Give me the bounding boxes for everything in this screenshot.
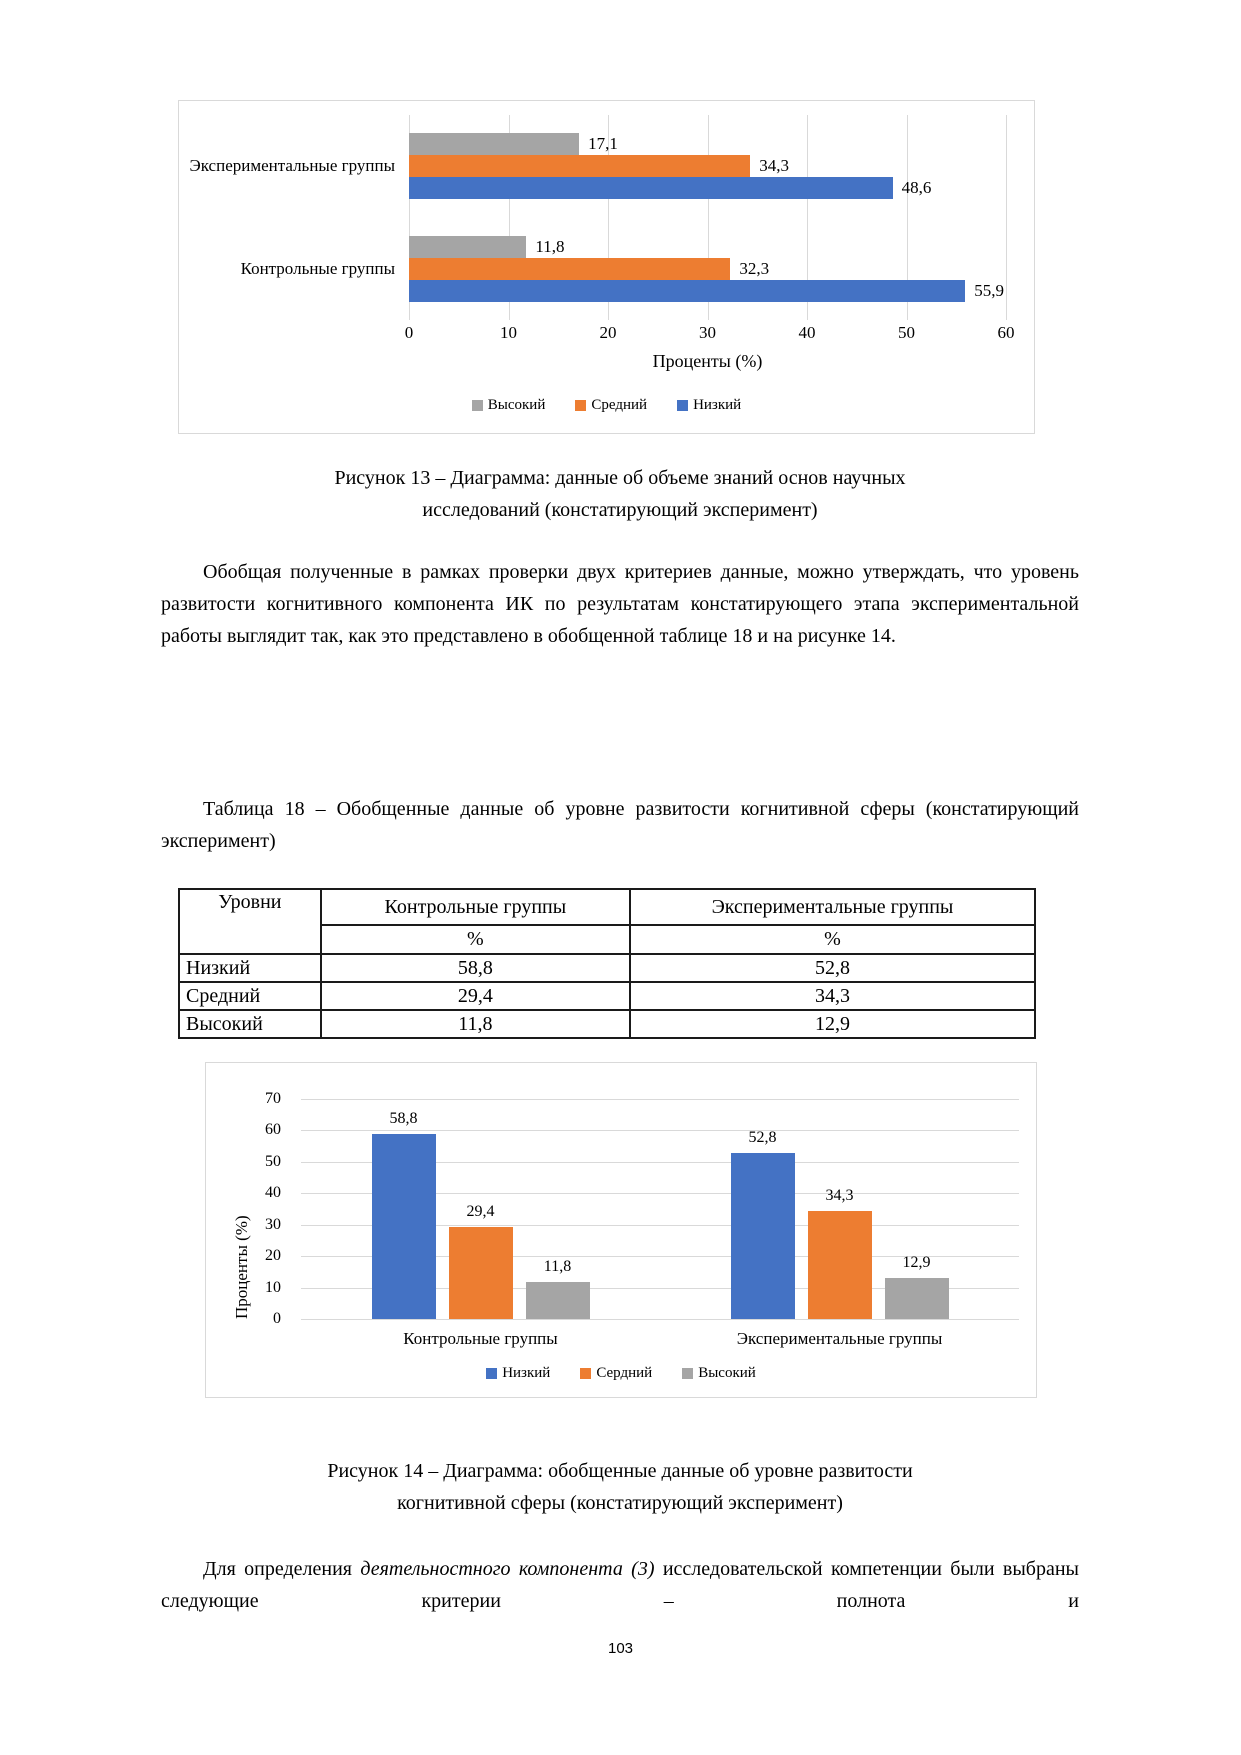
chart1-bar-value-label: 55,9: [974, 280, 1004, 300]
table-cell-value: 29,4: [321, 982, 630, 1010]
chart1-category-axis: [179, 115, 402, 320]
legend-marker-icon: [486, 1368, 497, 1379]
paragraph-2: [161, 1553, 1079, 1617]
table18: [178, 888, 1036, 1039]
chart1-bar-value-label: 32,3: [739, 258, 770, 278]
legend-item: [682, 1365, 756, 1382]
chart1-bar-segment: [409, 155, 790, 177]
chart1-bar-segment: [409, 236, 565, 258]
chart1-bar-value-label: 17,1: [588, 134, 618, 154]
chart1-bar-value-label: 11,8: [535, 236, 565, 256]
paragraph-2-text: исследовательской компетенции были выбраны следующие критерии – полнота и: [161, 1558, 1079, 1612]
table-cell-value: 58,8: [321, 954, 630, 982]
chart1-bar-value-label: 34,3: [759, 156, 790, 176]
legend-item: [472, 397, 546, 414]
chart1-bar-segment: [409, 133, 618, 155]
chart1-x-tick-label: 60: [997, 323, 1015, 342]
chart2-bar: [526, 1257, 590, 1319]
chart2-bar-group: [660, 1099, 1019, 1319]
chart2-bar: [885, 1254, 949, 1319]
legend-item: [486, 1365, 550, 1382]
legend-marker-icon: [472, 400, 483, 411]
chart2-legend: [206, 1365, 1036, 1382]
chart2-plot-area: [301, 1099, 1019, 1319]
chart1-x-axis-ticks: [404, 323, 1015, 345]
caption-line: Рисунок 14 – Диаграмма: обобщенные данные об уровне развитости: [327, 1460, 913, 1482]
legend-label: Сердний: [596, 1365, 653, 1381]
chart2-gridline: [301, 1319, 1019, 1320]
chart2-bar-value-label: 52,8: [748, 1129, 777, 1147]
chart2-y-tick-label: 0: [273, 1310, 281, 1327]
legend-item: [575, 397, 647, 414]
chart2-bar-group: [301, 1099, 660, 1319]
chart1-bar-segment: [409, 177, 932, 199]
table-cell-value: 11,8: [321, 1010, 630, 1038]
chart1-category-label: Экспериментальные группы: [189, 156, 395, 176]
legend-label: Высокий: [487, 397, 546, 413]
chart1-bar-stack: [409, 236, 1006, 302]
paragraph-2-italic-text: деятельностного компонента (3): [360, 1558, 655, 1580]
chart1-category-label: Контрольные группы: [240, 258, 395, 278]
chart2-bar-value-label: 34,3: [825, 1187, 854, 1205]
table-row: [179, 1010, 1035, 1038]
chart2-y-tick-label: 10: [265, 1278, 281, 1296]
chart1-x-tick-label: 30: [699, 323, 716, 342]
paragraph-2-text: Для определения: [203, 1558, 361, 1580]
page-number: 103: [607, 1640, 634, 1657]
chart2-category-label: Контрольные группы: [403, 1329, 558, 1348]
legend-label: Средний: [591, 397, 648, 413]
table-row: [179, 954, 1035, 982]
chart1-x-tick-label: 10: [500, 323, 517, 342]
table-row: [179, 982, 1035, 1010]
legend-marker-icon: [677, 400, 688, 411]
legend-label: Высокий: [698, 1365, 756, 1381]
chart1-x-axis-title: Проценты (%): [652, 351, 763, 371]
chart2-bar-value-label: 29,4: [466, 1202, 495, 1220]
figure13-caption: [160, 462, 1080, 526]
caption-line: Рисунок 13 – Диаграмма: данные об объеме знаний основ научных: [334, 467, 906, 489]
legend-item: [580, 1365, 652, 1382]
table18-caption: Таблица 18 – Обобщенные данные об уровне развитости когнитивной сферы (констатирующий эксперимент): [161, 798, 1079, 852]
legend-marker-icon: [580, 1368, 591, 1379]
table-cell-level: Высокий: [179, 1010, 321, 1038]
chart2-bar-value-label: 12,9: [902, 1254, 931, 1272]
chart2-bar: [731, 1129, 795, 1319]
table-header-experimental: Экспериментальные группы: [630, 889, 1035, 925]
chart1-bar-segment: [409, 280, 1004, 302]
paragraph-1: Обобщая полученные в рамках проверки двух критериев данные, можно утверждать, что уровень развитости когнитивного компонента ИК по результатам констатирующего этапа экспериментальной работы выглядит так, как это представлено в обобщенной таблице 18 и на рисунке 14.: [161, 561, 1079, 647]
figure14-caption: [160, 1455, 1080, 1519]
chart1-x-tick-label: 50: [898, 323, 915, 342]
table-header-control: Контрольные группы: [321, 889, 630, 925]
chart2-bar: [372, 1110, 436, 1319]
chart2-y-tick-label: 50: [265, 1152, 281, 1170]
chart1-bar-group: [409, 115, 1006, 218]
legend-marker-icon: [575, 400, 586, 411]
chart2-category-axis: [301, 1329, 1019, 1349]
table-subheader-percent: %: [630, 925, 1035, 954]
chart2-y-axis-ticks: [206, 1090, 291, 1327]
chart2-y-tick-label: 70: [265, 1090, 281, 1107]
table-cell-value: 34,3: [630, 982, 1035, 1010]
chart2-category-label: Экспериментальные группы: [736, 1329, 943, 1348]
chart2-bar: [449, 1202, 513, 1319]
chart1-gridline: [1006, 115, 1007, 320]
chart2-y-tick-label: 40: [265, 1184, 281, 1202]
chart1-x-tick-label: 40: [798, 323, 816, 342]
table-subheader-percent: %: [321, 925, 630, 954]
table-cell-level: Средний: [179, 982, 321, 1010]
table-header-row: [179, 889, 1035, 925]
caption-line: когнитивной сферы (констатирующий эксперимент): [397, 1492, 843, 1514]
chart1-x-tick-label: 20: [599, 323, 617, 342]
figure14-bar-chart: [205, 1062, 1037, 1398]
table-cell-level: Низкий: [179, 954, 321, 982]
table-header-levels: Уровни: [179, 889, 321, 954]
chart1-x-tick-label: 0: [404, 323, 414, 342]
chart1-bar-segment: [409, 258, 770, 280]
chart2-y-tick-label: 30: [265, 1215, 281, 1233]
chart1-plot-area: [409, 115, 1006, 320]
chart2-y-tick-label: 60: [265, 1121, 281, 1139]
chart1-bar-group: [409, 218, 1006, 321]
chart2-y-tick-label: 20: [265, 1247, 281, 1265]
table-cell-value: 12,9: [630, 1010, 1035, 1038]
legend-label: Низкий: [693, 397, 742, 413]
chart1-bar-value-label: 48,6: [901, 178, 932, 198]
table-cell-value: 52,8: [630, 954, 1035, 982]
figure13-bar-chart: [178, 100, 1035, 434]
caption-line: исследований (констатирующий эксперимент): [422, 499, 818, 521]
chart2-bar-value-label: 58,8: [389, 1110, 418, 1128]
chart2-bar-value-label: 11,8: [543, 1257, 572, 1275]
legend-label: Низкий: [502, 1365, 551, 1381]
chart1-legend: [179, 397, 1034, 414]
chart2-bar: [808, 1187, 872, 1319]
chart2-y-axis-title: Проценты (%): [232, 1215, 251, 1319]
legend-marker-icon: [682, 1368, 693, 1379]
chart1-bar-stack: [409, 133, 1006, 199]
legend-item: [677, 397, 741, 414]
